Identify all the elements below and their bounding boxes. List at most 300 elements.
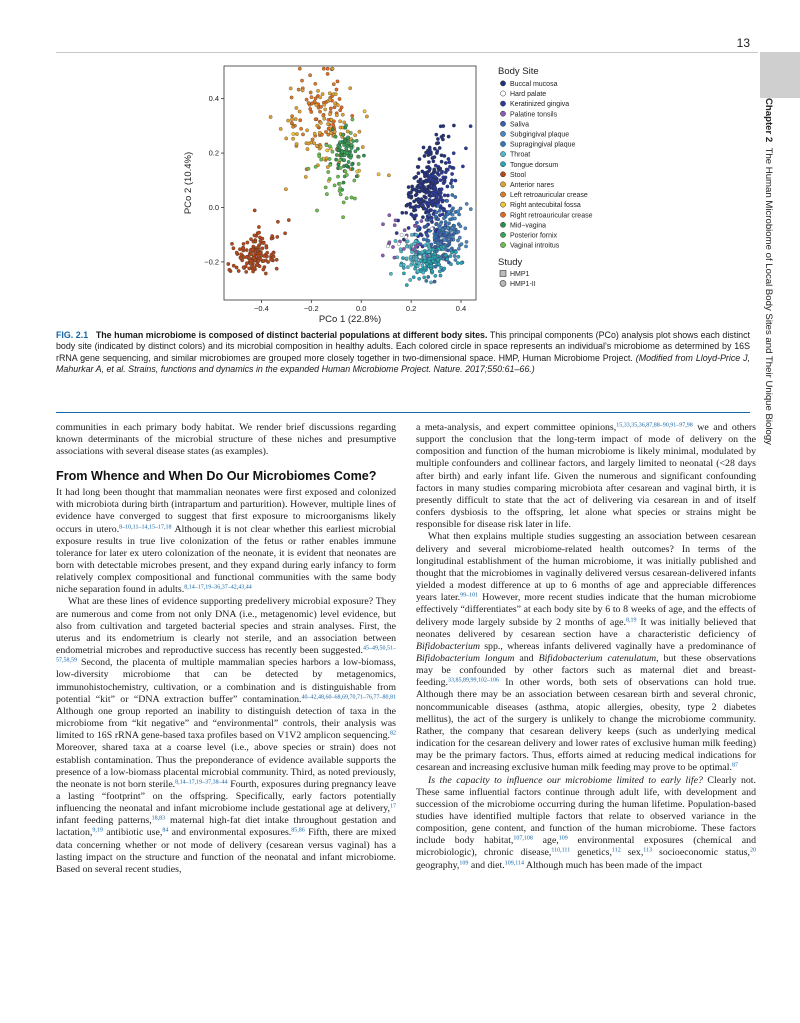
- data-point: [427, 275, 430, 278]
- x-tick-label: 0.0: [356, 304, 367, 313]
- data-point: [320, 158, 323, 161]
- data-point: [435, 133, 438, 136]
- data-point: [426, 242, 429, 245]
- legend-label: Right retroauricular crease: [510, 212, 593, 220]
- data-point: [432, 170, 435, 173]
- legend-label: Hard palate: [510, 91, 547, 99]
- data-point: [347, 160, 350, 163]
- data-point: [262, 241, 265, 244]
- data-point: [328, 98, 331, 101]
- legend-label: Supragingival plaque: [510, 141, 576, 149]
- data-point: [338, 145, 341, 148]
- x-tick-label: 0.4: [455, 304, 467, 313]
- data-point: [403, 229, 406, 232]
- data-point: [322, 67, 325, 70]
- data-point: [420, 188, 423, 191]
- data-point: [450, 209, 453, 212]
- data-point: [339, 109, 342, 112]
- data-point: [251, 270, 254, 273]
- data-point: [313, 132, 316, 135]
- data-point: [469, 207, 472, 210]
- data-point: [334, 92, 337, 95]
- data-point: [269, 115, 272, 118]
- data-point: [446, 185, 449, 188]
- data-point: [431, 204, 434, 207]
- data-point: [428, 148, 431, 151]
- data-point: [286, 119, 289, 122]
- legend-swatch: [500, 141, 505, 146]
- data-point: [434, 164, 437, 167]
- data-point: [335, 114, 338, 117]
- data-point: [424, 211, 427, 214]
- data-point: [409, 255, 412, 258]
- data-point: [454, 251, 457, 254]
- data-point: [365, 115, 368, 118]
- data-point: [422, 146, 425, 149]
- data-point: [257, 254, 260, 257]
- data-point: [363, 110, 366, 113]
- data-point: [461, 165, 464, 168]
- citation: 110,111: [551, 847, 571, 854]
- data-point: [401, 211, 404, 214]
- data-point: [355, 175, 358, 178]
- data-point: [435, 211, 438, 214]
- data-point: [406, 240, 409, 243]
- data-point: [443, 267, 446, 270]
- data-point: [315, 144, 318, 147]
- data-point: [452, 166, 455, 169]
- data-point: [307, 167, 310, 170]
- data-point: [449, 263, 452, 266]
- data-point: [436, 233, 439, 236]
- paragraph: What are these lines of evidence supporting predelivery microbial exposure? They are numerous and come from not only DNA (i.e., metagenomic) level evidence, but also from cultivation and targeted bacterial species and strain analyses. First, the uterus and its endometrium is clearly not sterile, and an association between endometrial microbes and reproductive success has recently been suggested.$^{45-49,50,51-57,58,59}$ Second, the placenta of multiple mammalian species harbors a low-biomass, low-diversity microbiome that can be detected by metagenomics, immunohistochemistry, cultivation, or a combination and is distinguishable from potential “kit” or “DNA extraction buffer” contamination.$^{40-42,48,60-68,69,70,71-76,77-80,81}$ Although one group reported an inability to distinguish detection of taxa in the microbiome from “kit negative” and “environmental” controls, their analysis was limited to 16S rRNA gene-based taxa profiles based on V1V2 amplicon sequencing.$^{82}$ Moreover, shared taxa at a coarse level (i.e., above species or strain) does not establish contamination. Thus the preponderance of evidence available supports the presence of a low-biomass placental microbial community. Third, as noted previously, the neonate is not born sterile.$^{8,14-17,19-37,38-44}$ Fourth, exposures during pregnancy leave a lasting “footprint” on the offspring. Specifically, early factors potentially influencing the neonatal and infant microbiome include gestational age at delivery,$^{17}$ infant feeding patterns,$^{18,83}$ maternal high-fat diet intake throughout gestation and lactation,$^{9,19}$ antibiotic use,$^{84}$ and environmental exposures.$^{85,86}$ Fifth, there are mixed data concerning whether or not mode of delivery (cesarean versus vaginal) has a lasting impact on the structure and function of the neonatal and infant microbiome. Based on several recent studies,: [56, 596, 397, 875]
- data-point: [349, 87, 352, 90]
- data-point: [309, 91, 312, 94]
- data-point: [438, 190, 441, 193]
- data-point: [336, 175, 339, 178]
- data-point: [328, 157, 331, 160]
- data-point: [309, 107, 312, 110]
- data-point: [361, 145, 364, 148]
- data-point: [261, 247, 264, 250]
- data-point: [339, 166, 342, 169]
- data-point: [237, 269, 240, 272]
- data-point: [451, 193, 454, 196]
- data-point: [338, 120, 341, 123]
- data-point: [438, 214, 441, 217]
- data-point: [323, 103, 326, 106]
- data-point: [290, 115, 293, 118]
- running-head-title: The Human Microbiome of Local Body Sites and Their Unique Biology: [763, 147, 774, 445]
- data-point: [434, 180, 437, 183]
- data-point: [264, 259, 267, 262]
- legend-swatch: [500, 172, 505, 177]
- data-point: [411, 261, 414, 264]
- citation: 113: [643, 847, 653, 854]
- data-point: [442, 209, 445, 212]
- data-point: [425, 279, 428, 282]
- data-point: [362, 154, 365, 157]
- data-point: [243, 256, 246, 259]
- data-point: [464, 245, 467, 248]
- data-point: [331, 128, 334, 131]
- data-point: [431, 270, 434, 273]
- citation: 107,108: [513, 835, 533, 842]
- data-point: [417, 262, 420, 265]
- data-point: [318, 131, 321, 134]
- section-heading: From Whence and When Do Our Microbiomes Come?: [56, 469, 377, 484]
- data-point: [439, 179, 442, 182]
- data-point: [319, 121, 322, 124]
- data-point: [436, 137, 439, 140]
- data-point: [439, 266, 442, 269]
- data-point: [310, 96, 313, 99]
- data-point: [465, 240, 468, 243]
- legend-swatch: [500, 101, 505, 106]
- legend-swatch: [500, 222, 505, 227]
- data-point: [402, 272, 405, 275]
- data-point: [420, 203, 423, 206]
- data-point: [446, 168, 449, 171]
- citation: 87: [732, 762, 738, 769]
- data-point: [334, 135, 337, 138]
- data-point: [438, 270, 441, 273]
- data-point: [429, 218, 432, 221]
- data-point: [453, 217, 456, 220]
- citation: 109,114: [504, 860, 525, 867]
- data-point: [253, 266, 256, 269]
- x-tick-label: −0.4: [254, 304, 269, 313]
- data-point: [421, 170, 424, 173]
- data-point: [252, 240, 255, 243]
- data-point: [423, 154, 426, 157]
- data-point: [249, 259, 252, 262]
- data-point: [427, 250, 430, 253]
- data-point: [405, 257, 408, 260]
- data-point: [411, 214, 414, 217]
- data-point: [425, 254, 428, 257]
- data-point: [355, 139, 358, 142]
- legend: [500, 81, 592, 250]
- data-point: [350, 146, 353, 149]
- citation: 8,14–17,19–36,37–42,43,44: [184, 584, 252, 591]
- data-point: [330, 118, 333, 121]
- data-point: [437, 263, 440, 266]
- data-point: [444, 224, 447, 227]
- data-point: [326, 67, 329, 70]
- data-point: [290, 121, 293, 124]
- data-point: [428, 257, 431, 260]
- data-point: [305, 98, 308, 101]
- data-point: [433, 252, 436, 255]
- citation: 112: [611, 847, 621, 854]
- data-point: [402, 266, 405, 269]
- data-point: [465, 202, 468, 205]
- citation: 99–101: [460, 592, 479, 599]
- data-point: [356, 147, 359, 150]
- data-point: [252, 256, 255, 259]
- data-point: [353, 197, 356, 200]
- data-point: [421, 216, 424, 219]
- figure-caption: [56, 330, 750, 376]
- data-point: [358, 130, 361, 133]
- data-point: [429, 281, 432, 284]
- data-point: [456, 210, 459, 213]
- legend-label: Keratinized gingiva: [510, 101, 570, 109]
- data-point: [451, 185, 454, 188]
- data-point: [448, 218, 451, 221]
- data-point: [451, 213, 454, 216]
- data-point: [436, 204, 439, 207]
- data-point: [440, 154, 443, 157]
- y-tick-label: 0.0: [208, 202, 219, 212]
- data-point: [242, 246, 245, 249]
- data-point: [351, 139, 354, 142]
- citation: 20: [749, 847, 756, 854]
- citation: 45–49,50,51–57,58,59: [56, 645, 396, 664]
- data-point: [423, 276, 426, 279]
- right-column: [416, 422, 756, 872]
- data-point: [450, 179, 453, 182]
- data-point: [290, 118, 293, 121]
- data-point: [409, 278, 412, 281]
- data-point: [342, 201, 345, 204]
- data-point: [442, 124, 445, 127]
- data-point: [338, 159, 341, 162]
- data-point: [344, 170, 347, 173]
- data-point: [325, 144, 328, 147]
- data-point: [456, 261, 459, 264]
- data-point: [439, 240, 442, 243]
- data-point: [284, 188, 287, 191]
- data-point: [328, 113, 331, 116]
- data-point: [262, 268, 265, 271]
- data-point: [443, 179, 446, 182]
- data-point: [300, 79, 303, 82]
- legend-swatch: [500, 131, 505, 136]
- data-point: [311, 138, 314, 141]
- legend-swatch: [500, 111, 505, 116]
- legend-label: Left retroauricular crease: [510, 192, 588, 200]
- data-point: [287, 218, 290, 221]
- data-point: [428, 194, 431, 197]
- data-point: [258, 265, 261, 268]
- data-point: [459, 207, 462, 210]
- data-point: [258, 236, 261, 239]
- data-point: [395, 231, 398, 234]
- data-point: [406, 265, 409, 268]
- legend-label: Vaginal introitus: [510, 242, 560, 250]
- data-point: [339, 193, 342, 196]
- data-point: [228, 268, 231, 271]
- data-point: [421, 251, 424, 254]
- data-point: [357, 155, 360, 158]
- data-point: [257, 225, 260, 228]
- data-point: [447, 210, 450, 213]
- data-point: [336, 80, 339, 83]
- data-point: [433, 155, 436, 158]
- data-point: [389, 272, 392, 275]
- data-point: [430, 264, 433, 267]
- data-point: [335, 88, 338, 91]
- figure-title: The human microbiome is composed of distinct bacterial populations at different body sites.: [95, 330, 488, 340]
- data-point: [295, 132, 298, 135]
- paragraph: Is the capacity to influence our microbiome limited to early life? Clearly not. These same influential factors continue through adult life, with development and succession of the microbiome occurring during the human lifetime. Population-based studies have identified multiple factors that relate to observed variance in the composition, gene content, and function of the human microbiome. These factors include body habitat,$^{107,108}$ age,$^{109}$ environmental exposures (chemical and microbiologic), chronic disease,$^{110,111}$ genetics,$^{112}$ sex,$^{113}$ socioeconomic status,$^{20}$ geography,$^{109}$ and diet.$^{109,114}$ Although much has been made of the impact: [416, 774, 757, 871]
- data-point: [328, 177, 331, 180]
- data-point: [448, 165, 451, 168]
- legend-swatch: [500, 121, 505, 126]
- legend-swatch: [500, 202, 505, 207]
- data-point: [350, 163, 353, 166]
- data-point: [329, 163, 332, 166]
- header-rule: [56, 52, 758, 53]
- data-point: [401, 256, 404, 259]
- pco-scatter-plot: [180, 60, 593, 328]
- data-point: [316, 89, 319, 92]
- data-point: [341, 113, 344, 116]
- data-point: [430, 227, 433, 230]
- data-point: [440, 171, 443, 174]
- data-point: [439, 223, 442, 226]
- data-point: [444, 220, 447, 223]
- data-point: [292, 132, 295, 135]
- data-point: [444, 254, 447, 257]
- data-point: [418, 157, 421, 160]
- data-point: [452, 232, 455, 235]
- data-point: [305, 129, 308, 132]
- data-point: [343, 158, 346, 161]
- data-point: [417, 197, 420, 200]
- data-point: [388, 241, 391, 244]
- data-point: [227, 262, 230, 265]
- data-point: [404, 236, 407, 239]
- data-point: [388, 214, 391, 217]
- data-point: [381, 254, 384, 257]
- data-point: [257, 245, 260, 248]
- data-point: [437, 168, 440, 171]
- citation: 82: [390, 730, 396, 737]
- data-point: [349, 156, 352, 159]
- data-point: [329, 107, 332, 110]
- data-point: [251, 248, 254, 251]
- data-point: [457, 213, 460, 216]
- data-point: [447, 135, 450, 138]
- data-point: [245, 248, 248, 251]
- data-point: [446, 226, 449, 229]
- data-point: [446, 257, 449, 260]
- data-point: [407, 193, 410, 196]
- data-point: [323, 117, 326, 120]
- data-point: [460, 261, 463, 264]
- data-point: [340, 150, 343, 153]
- legend-label: Posterior fornix: [510, 232, 558, 240]
- data-point: [412, 276, 415, 279]
- legend-swatch: [500, 162, 505, 167]
- data-point: [239, 256, 242, 259]
- data-point: [351, 167, 354, 170]
- data-point: [316, 124, 319, 127]
- data-point: [295, 106, 298, 109]
- data-point: [413, 176, 416, 179]
- paragraph: What then explains multiple studies suggesting an association between cesarean delivery and several microbiome-related health outcomes? In terms of the longitudinal establishment of the human microbiome, it was initially published and thought that the microbiomes in vaginally delivered versus cesarean-delivered infants yielded a modest difference at up to 6 months of age and appreciable differences years later.$^{99-101}$ However, more recent studies indicate that the human microbiome effectively “differentiates” at each body site by 6 to 8 weeks of age, and the effects of delivery mode largely subside by 2 months of age.$^{8,19}$ It was initially believed that neonates delivered by cesarean section have a characteristic deficiency of Bifidobacterium spp., whereas infants delivered vaginally have a predominance of Bifidobacterium longum and Bifidobacterium catenulatum, but these observations may be confounded by other factors such as maternal diet and breast-feeding.$^{33,85,89,99,102-106}$ In other words, both sets of observations can hold true. Although there may be an association between cesarean birth and several chronic, noncommunicable diseases (asthma, atopic allergies, obesity, type 2 diabetes mellitus), the act of the surgery is unlikely to change the microbiome community. Rather, the company that cesarean delivery keeps (such as underlying medical indication for the cesarean delivery and lower rates of exclusive human milk feeding) may be the primary factors. Thus, efforts aimed at reducing medical indications for cesarean and increasing exclusive human milk feeding may prove to be optimal.$^{87}$: [416, 531, 757, 774]
- data-point: [448, 233, 451, 236]
- y-axis-label: PCo 2 (10.4%): [183, 151, 194, 215]
- caption-source: (Modified from Lloyd-Price J, Mahurkar A, et al. Strains, functions and dynamics in the expanded Human Microbiome Project. Nature. 2017;550:61–66.): [56, 352, 751, 375]
- legend-swatch: [500, 232, 505, 237]
- data-point: [438, 209, 441, 212]
- data-point: [469, 125, 472, 128]
- data-point: [341, 216, 344, 219]
- data-point: [442, 231, 445, 234]
- data-point: [450, 251, 453, 254]
- data-point: [345, 173, 348, 176]
- data-point: [416, 270, 419, 273]
- citation: 85,86: [291, 827, 305, 834]
- legend-label: Throat: [510, 151, 531, 159]
- citation: 17: [390, 803, 396, 810]
- data-point: [412, 200, 415, 203]
- data-point: [440, 160, 443, 163]
- data-point: [443, 238, 446, 241]
- data-point: [326, 122, 329, 125]
- data-point: [276, 220, 279, 223]
- data-point: [253, 234, 256, 237]
- data-point: [452, 152, 455, 155]
- data-point: [394, 239, 397, 242]
- data-point: [351, 118, 354, 121]
- data-point: [424, 179, 427, 182]
- data-point: [406, 203, 409, 206]
- data-point: [345, 151, 348, 154]
- data-point: [304, 175, 307, 178]
- chapter-tab: [760, 52, 800, 98]
- citation: 40–42,48,60–68,69,70,71–76,77–80,81: [301, 694, 396, 701]
- data-point: [435, 190, 438, 193]
- data-point: [294, 117, 297, 120]
- data-point: [394, 219, 397, 222]
- citation: 109: [459, 860, 469, 867]
- data-point: [331, 150, 334, 153]
- data-point: [230, 242, 233, 245]
- legend-label: Buccal mucosa: [510, 81, 558, 88]
- data-point: [436, 258, 439, 261]
- data-point: [427, 169, 430, 172]
- data-point: [235, 251, 238, 254]
- running-head: [760, 98, 800, 658]
- data-point: [429, 209, 432, 212]
- data-point: [415, 233, 418, 236]
- paragraph: It had long been thought that mammalian neonates were first exposed and colonized with microbiota during birth (intrapartum and parturition). However, multiple lines of evidence have converged to suggest that first exposure to microorganisms likely occurs in utero.$^{8-10,11-14,15-17,18}$ Although it is not clear whether this earliest microbial exposure results in true live colonization of the fetus or rather enables immune tolerance for later ex utero colonization of the neonate, it is evident that neonates are born with detectable microbes present, and they expand during early infancy to form relatively complex compositional and functional communities with the same body niche separation found in adults.$^{8,14-17,19-36,37-42,43,44}$: [56, 487, 396, 596]
- data-point: [425, 208, 428, 211]
- y-tick-label: 0.4: [208, 94, 219, 104]
- data-point: [334, 158, 337, 161]
- data-point: [419, 178, 422, 181]
- data-point: [283, 232, 286, 235]
- data-point: [337, 149, 340, 152]
- data-point: [417, 165, 420, 168]
- data-point: [429, 186, 432, 189]
- x-tick-label: −0.2: [303, 304, 319, 313]
- data-point: [329, 131, 332, 134]
- data-point: [331, 67, 334, 70]
- data-point: [427, 160, 430, 163]
- data-point: [423, 195, 426, 198]
- data-point: [457, 247, 460, 250]
- data-point: [314, 118, 317, 121]
- data-point: [434, 223, 437, 226]
- legend-label: Stool: [510, 171, 526, 179]
- data-point: [438, 146, 441, 149]
